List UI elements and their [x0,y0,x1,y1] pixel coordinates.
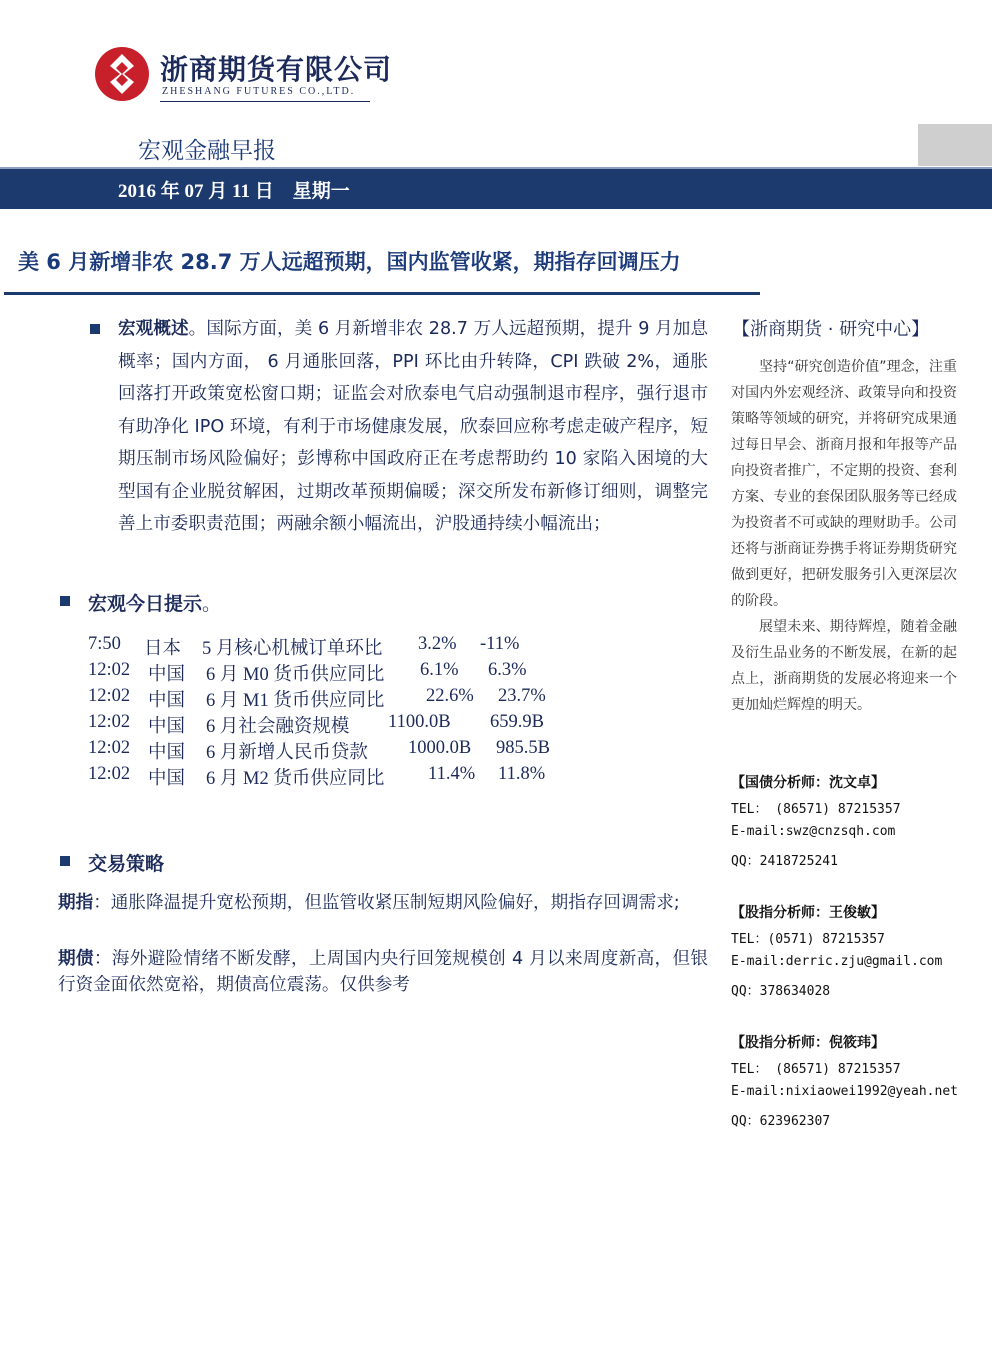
calendar-time: 12:02 [88,738,131,758]
analyst-email[interactable]: E-mail:nixiaowei1992@yeah.net [731,1084,958,1099]
calendar-row [88,634,688,660]
strategy-bond-text: ：海外避险情绪不断发酵，上周国内央行回笼规模创 4 月以来周度新高，但银行资金面依然宽裕，期债高位震荡。仅供参考 [58,949,708,995]
bullet-square [60,856,70,866]
calendar-item: 6 月 M0 货币供应同比 [206,665,385,685]
today-title-suffix: 。 [202,593,222,615]
company-name-cn: 浙商期货有限公司 [160,53,393,86]
analyst-title: 【股指分析师：倪筱玮】 [731,1035,885,1051]
company-logo-icon [94,46,150,102]
calendar-time: 7:50 [88,634,121,654]
bullet-square [60,596,70,606]
strategy-index-paragraph [58,890,708,916]
calendar-value: 1100.0B [388,712,451,732]
analyst-qq: QQ：378634028 [731,984,831,999]
calendar-item: 6 月 M2 货币供应同比 [206,769,385,789]
analyst-qq: QQ：2418725241 [731,854,838,869]
calendar-row [88,686,688,712]
calendar-country: 中国 [148,743,186,763]
strategy-index-label: 期指 [58,893,94,913]
analyst-email[interactable]: E-mail:derric.zju@gmail.com [731,954,943,969]
calendar-row [88,660,688,686]
analyst-tel: TEL：(0571) 87215357 [731,932,885,947]
headline: 美 6 月新增非农 28.7 万人远超预期，国内监管收紧，期指存回调压力 [18,250,681,274]
calendar-prev: -11% [480,634,520,654]
research-center-title: 【浙商期货 · 研究中心】 [732,319,930,340]
calendar-country: 中国 [148,691,186,711]
strategy-bond-label: 期债 [58,949,94,969]
analyst-title: 【股指分析师：王俊敏】 [731,905,885,921]
analyst-qq: QQ：623962307 [731,1114,831,1129]
analyst-email[interactable]: E-mail:swz@cnzsqh.com [731,824,896,839]
calendar-prev: 985.5B [496,738,550,758]
calendar-item: 5 月核心机械订单环比 [202,639,383,659]
calendar-time: 12:02 [88,660,131,680]
strategy-section-title: 交易策略 [88,853,165,875]
logo-divider [160,101,370,102]
calendar-item: 6 月社会融资规模 [206,717,350,737]
calendar-value: 3.2% [418,634,457,654]
bullet-square [90,324,100,334]
analyst-card [731,902,971,1006]
calendar-time: 12:02 [88,712,131,732]
report-date: 2016 年 07 月 11 日 星期一 [118,181,350,202]
calendar-item: 6 月 M1 货币供应同比 [206,691,385,711]
header-grey-block [918,124,992,166]
calendar-country: 中国 [148,665,186,685]
calendar-value: 11.4% [428,764,476,784]
headline-divider [4,292,760,295]
calendar-prev: 6.3% [488,660,527,680]
analyst-tel: TEL： (86571) 87215357 [731,1062,901,1077]
company-name-en: ZHESHANG FUTURES CO.,LTD. [162,86,356,97]
overview-label: 宏观概述 [118,319,189,339]
overview-text: 。国际方面，美 6 月新增非农 28.7 万人远超预期，提升 9 月加息概率；国内方面， 6 月通胀回落，PPI 环比由升转降，CPI 跌破 2%，通胀回落打开政策宽松窗口期；证监会对欣泰电气启动强制退市程序，强行退市有助净化 IPO 环境，有利于市场健康发展，欣泰回应称考虑走破产程序，短期压制市场风险偏好；彭博称中国政府正在考虑帮助约 10 家陷入困境的大型国有企业脱贫解困，过期改革预期偏暖；深交所发布新修订细则，调整完善上市委职责范围；两融余额小幅流出，沪股通持续小幅流出； [118,319,708,534]
calendar-country: 日本 [144,639,182,659]
calendar-item: 6 月新增人民币贷款 [206,743,368,763]
research-center-intro: 坚持“研究创造价值”理念，注重对国内外宏观经济、政策导向和投资策略等领域的研究，并将研究成果通过每日早会、浙商月报和年报等产品向投资者推广，不定期的投资、套利方案、专业的套保团队服务等已经成为投资者不可或缺的理财助手。公司还将与浙商证券携手将证券期货研究做到更好，把研发服务引入更深层次的阶段。 [731,359,957,609]
report-type-title: 宏观金融早报 [138,138,276,164]
analyst-card [731,772,971,876]
calendar-row [88,712,688,738]
calendar-time: 12:02 [88,686,131,706]
calendar-value: 1000.0B [408,738,472,758]
calendar-prev: 11.8% [498,764,546,784]
strategy-index-text: ：通胀降温提升宽松预期，但监管收紧压制短期风险偏好，期指存回调需求; [93,893,680,913]
today-section-title [88,589,221,616]
calendar-country: 中国 [148,717,186,737]
overview-paragraph [118,313,708,541]
calendar-prev: 23.7% [498,686,546,706]
calendar-value: 6.1% [420,660,459,680]
today-title-text: 宏观今日提示 [88,593,203,615]
calendar-prev: 659.9B [490,712,544,732]
analyst-title: 【国债分析师：沈文卓】 [731,775,885,791]
research-center-outlook: 展望未来、期待辉煌，随着金融及衍生品业务的不断发展，在新的起点上，浙商期货的发展必将迎来一个更加灿烂辉煌的明天。 [731,619,957,713]
calendar-value: 22.6% [426,686,474,706]
analyst-card [731,1032,971,1136]
calendar-country: 中国 [148,769,186,789]
calendar-row [88,764,688,790]
analyst-tel: TEL： (86571) 87215357 [731,802,901,817]
calendar-row [88,738,688,764]
strategy-bond-paragraph [58,946,708,998]
calendar-time: 12:02 [88,764,131,784]
